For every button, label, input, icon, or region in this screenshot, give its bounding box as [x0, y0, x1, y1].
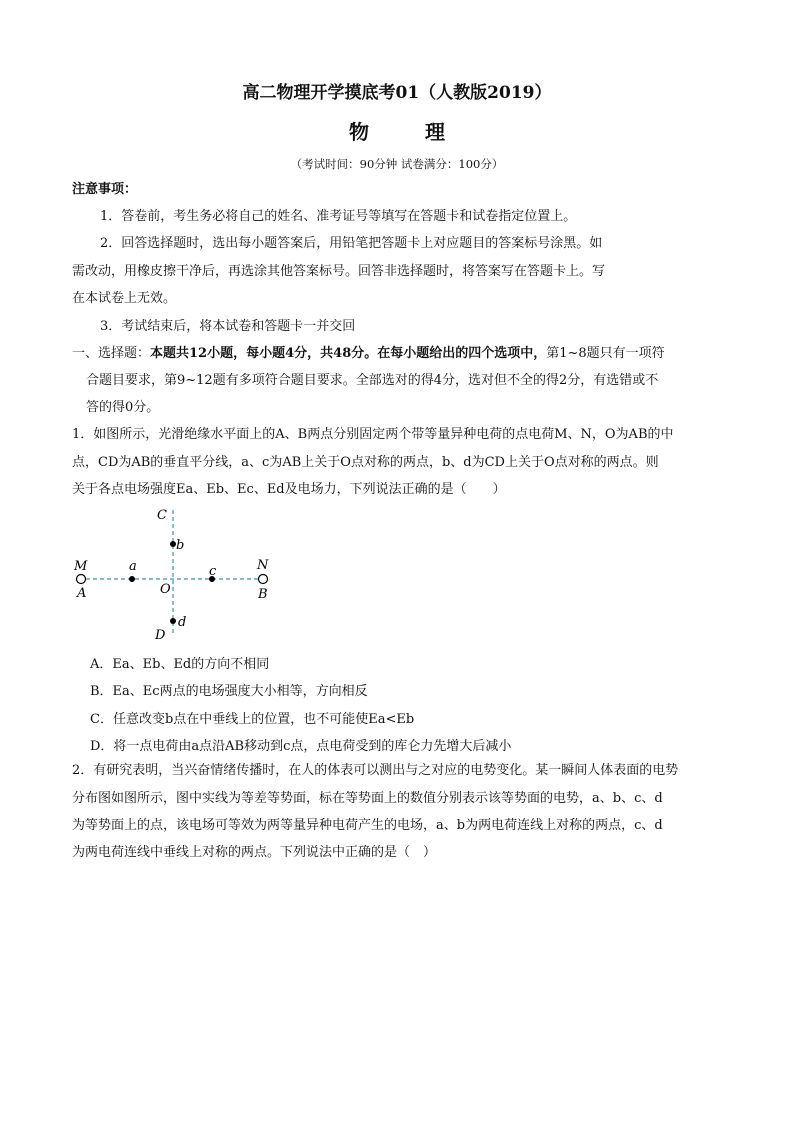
charge-m — [77, 575, 86, 584]
question-1-option-c: C．任意改变b点在中垂线上的位置，也不可能使Ea<Eb — [90, 712, 415, 727]
label-b: b — [176, 538, 185, 553]
section-1-rest: 第1~8题只有一项符 — [546, 346, 665, 361]
question-2-line-4: 为两电荷连线中垂线上对称的两点。下列说法中正确的是（ ） — [72, 845, 437, 860]
notes-item-2-line-1: 2．回答选择题时，选出每小题答案后，用铅笔把答题卡上对应题目的答案标号涂黑。如 — [100, 236, 603, 251]
section-1-line-3: 答的得0分。 — [86, 400, 160, 415]
label-O: O — [160, 582, 171, 597]
notes-item-2-line-3: 在本试卷上无效。 — [72, 291, 177, 306]
section-1-line-1 — [72, 345, 665, 363]
notes-heading: 注意事项： — [72, 182, 138, 197]
label-C: C — [157, 508, 167, 523]
point-d — [170, 618, 176, 624]
subject-heading — [0, 116, 794, 145]
question-2-line-1: 2．有研究表明，当兴奋情绪传播时，在人的体表可以测出与之对应的电势变化。某一瞬间人体表面的电势 — [72, 763, 679, 778]
subject-char-left: 物 — [349, 120, 369, 144]
charge-diagram — [70, 500, 290, 650]
exam-info: （考试时间：90分钟 试卷满分：100分） — [290, 157, 504, 171]
section-1-line-2: 合题目要求，第9~12题有多项符合题目要求。全部选对的得4分，选对但不全的得2分，有选错或不 — [86, 373, 659, 388]
exam-title: 高二物理开学摸底考01（人教版2019） — [242, 83, 552, 103]
label-a: a — [129, 559, 137, 574]
label-d: d — [178, 615, 187, 630]
label-M: M — [74, 559, 88, 574]
notes-item-3: 3．考试结束后，将本试卷和答题卡一并交回 — [100, 319, 356, 334]
label-c: c — [209, 564, 217, 579]
question-1-line-3: 关于各点电场强度Ea、Eb、Ec、Ed及电场力，下列说法正确的是（ ） — [72, 482, 506, 497]
label-D: D — [155, 628, 166, 643]
section-1-prefix: 一、选择题： — [72, 346, 151, 361]
question-1-line-2: 点，CD为AB的垂直平分线，a、c为AB上关于O点对称的两点，b、d为CD上关于O点对称的两点。则 — [72, 455, 659, 470]
point-a — [129, 576, 135, 582]
charge-n — [259, 575, 268, 584]
question-1-line-1: 1．如图所示，光滑绝缘水平面上的A、B两点分别固定两个带等量异种电荷的点电荷M、N，O为AB的中 — [72, 427, 674, 442]
subject-char-right: 理 — [425, 120, 445, 144]
question-1-option-d: D．将一点电荷由a点沿AB移动到c点，点电荷受到的库仑力先增大后减小 — [90, 739, 512, 754]
notes-item-1: 1．答卷前，考生务必将自己的姓名、准考证号等填写在答题卡和试卷指定位置上。 — [100, 209, 577, 224]
label-B: B — [258, 587, 268, 602]
question-2-line-2: 分布图如图所示，图中实线为等差等势面，标在等势面上的数值分别表示该等势面的电势，a、b、c、d — [72, 791, 663, 806]
notes-item-2-line-2: 需改动，用橡皮擦干净后，再选涂其他答案标号。回答非选择题时，将答案写在答题卡上。写 — [72, 264, 606, 279]
question-1-option-b: B．Ea、Ec两点的电场强度大小相等，方向相反 — [90, 684, 368, 699]
question-1-option-a: A．Ea、Eb、Ed的方向不相同 — [90, 657, 270, 672]
section-1-bold: 本题共12小题，每小题4分，共48分。在每小题给出的四个选项中， — [150, 346, 547, 361]
label-N: N — [257, 558, 269, 573]
label-A: A — [77, 586, 87, 601]
question-2-line-3: 为等势面上的点，该电场可等效为两等量异种电荷产生的电场，a、b为两电荷连线上对称的两点，c、d — [72, 818, 663, 833]
